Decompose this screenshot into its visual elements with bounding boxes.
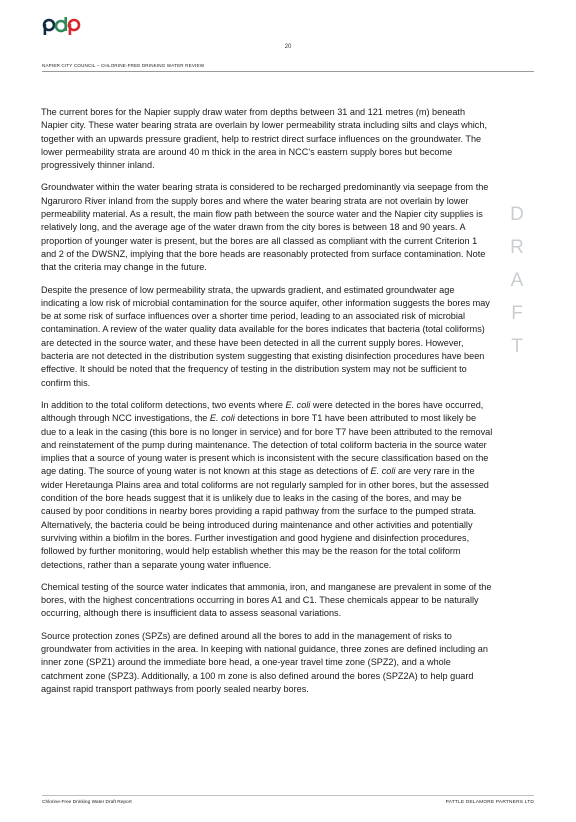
footer-report-title: Chlorine-Free Drinking Water Draft Report	[42, 800, 132, 805]
text-run: are very rare in the wider Heretaunga Plains area and total coliforms are not regularly sampled for in other bores, but the assessed condition of the bore heads suggest that it is unlikely due to leaks in the casing of the bores, and may be caused by poor conditions in nearby bores providing a rapid pathway from the surface to the pumped strata. Alternatively, the bacteria could be being introduced during maintenance and other activities and potentially surviving within a biofilm in the bores. Further investigation and good hygiene and disinfection procedures, followed by further monitoring, would help establish whether this may be the reason for the total coliform detections, rather than a separate young water influence.	[41, 466, 489, 570]
text-run: In addition to the total coliform detections, two events where	[41, 399, 286, 410]
italic-term: E. coli	[285, 399, 311, 410]
logo-d-stem	[64, 17, 67, 31]
text-run: Groundwater within the water bearing strata is considered to be recharged predominantly via seepage from the Ngaruroro River inland from the supply bores and where the water bearing strata are not overlain by lower permeability material. As a result, the main flow path between the source water and the Napier city supplies is relatively long, and the average age of the water drawn from the city bores is between 18 and 90 years. A proportion of younger water is present, but the bores are all classed as compliant with the current Criterion 1 and 2 of the DWSNZ, implying that the bore heads are reasonably protected from surface contamination. Note that the criteria may change in the future.	[41, 182, 489, 273]
header-divider	[42, 71, 534, 72]
paragraph	[41, 106, 493, 172]
text-run: detections in bore T1 have been attributed to most likely be due to a leak in the casing (this bore is no longer in service) and for bore T7 have been attributed to the removal and reinstatement of the pump during maintenance. The detection of total coliform bacteria in the source water implies that a source of young water is present which is inconsistent with the secure classification based on the age dating. The source of young water is not known at this stage as detections of	[41, 413, 493, 477]
text-run: were detected in the bores have occurred, although through NCC investigations, the	[41, 399, 484, 424]
footer-company: PATTLE DELAMORE PARTNERS LTD	[445, 800, 534, 805]
pdp-logo	[42, 16, 82, 36]
paragraph	[41, 181, 493, 274]
running-head: NAPIER CITY COUNCIL – CHLORINE-FREE DRINKING WATER REVIEW	[42, 63, 205, 68]
logo-p-stem-right	[69, 24, 72, 35]
logo-p-stem-left	[44, 24, 47, 35]
page-number: 20	[284, 44, 292, 50]
watermark-letter: A	[510, 270, 524, 291]
text-run: Chemical testing of the source water indicates that ammonia, iron, and manganese are prevalent in some of the bores, with the highest concentrations occurring in bores A1 and C1. These chemicals appear to be naturally occurring, although there is insufficient data to assess seasonal variations.	[41, 581, 492, 619]
footer-divider	[42, 795, 534, 796]
paragraph	[41, 630, 493, 696]
italic-term: E. coli	[209, 413, 235, 424]
paragraph	[41, 581, 493, 621]
paragraph	[41, 399, 493, 572]
watermark-letter: T	[511, 336, 523, 357]
italic-term: E. coli	[370, 466, 396, 477]
watermark-letter: F	[511, 303, 523, 324]
text-run: Despite the presence of low permeability strata, the upwards gradient, and estimated groundwater age indicating a low risk of microbial contamination for the source aquifer, other information suggests the bores may be at some risk of surface influences over a shorter time period, leading to an associated risk of microbial contamination. A review of the water quality data available for the bores indicates that bacteria (total coliforms) are detected in the source water, and these have been detected in all the current supply bores. However, bacteria are not detected in the distribution system suggesting that existing disinfection procedures have been effective. It should be noted that the frequency of testing in the distribution system may not be sufficient to confirm this.	[41, 284, 490, 388]
text-run: The current bores for the Napier supply draw water from depths between 31 and 121 metres (m) beneath Napier city. These water bearing strata are overlain by lower permeability strata including silts and clays which, together with an upwards pressure gradient, help to restrict direct surface influences on the groundwater. The lower permeability strata are around 40 m thick in the area in NCC’s eastern supply bores but become progressively thinner inland.	[41, 107, 487, 171]
text-run: Source protection zones (SPZs) are defined around all the bores to add in the management of risks to groundwater from activities in the area. In keeping with national guidance, three zones are defined including an inner zone (SPZ1) around the immediate bore head, a one-year travel time zone (SPZ2), and a whole catchment zone (SPZ3). Additionally, a 100 m zone is also defined around the bores (SPZ2A) to help guard against rapid transport pathways from poorly sealed nearby bores.	[41, 630, 488, 694]
paragraph	[41, 284, 493, 390]
watermark-letter: R	[510, 237, 524, 258]
draft-watermark	[506, 204, 528, 369]
body-text	[41, 106, 493, 705]
watermark-letter: D	[510, 204, 524, 225]
